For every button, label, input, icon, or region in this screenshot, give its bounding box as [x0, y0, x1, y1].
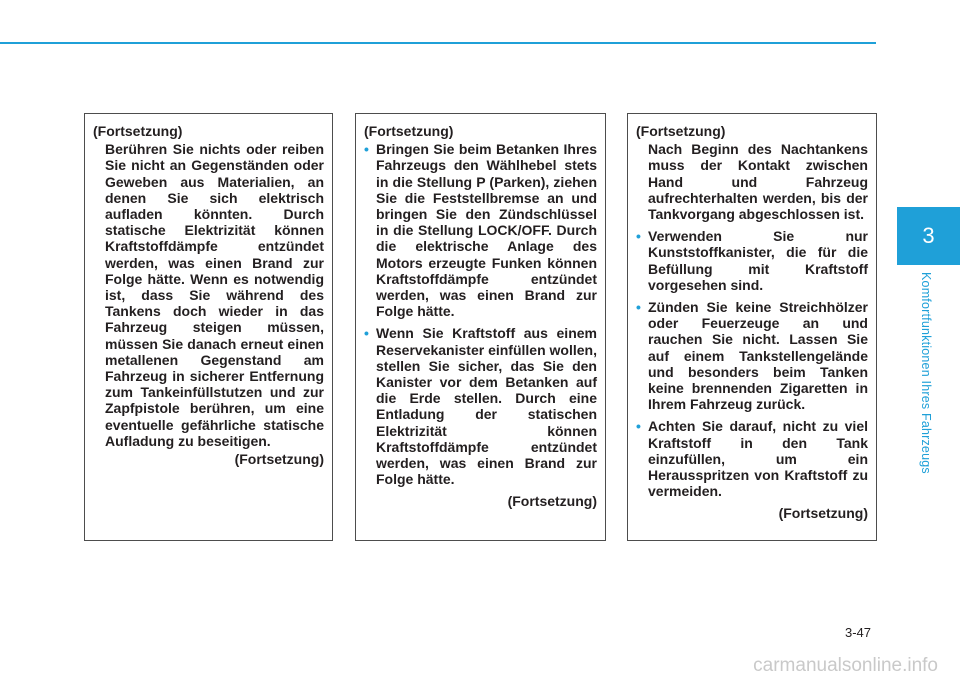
warning-paragraph: Berühren Sie nichts oder reiben Sie nicht an Gegenständen oder Geweben aus Materialien, an denen Sie sich elektrisch aufladen könnten. Durch statische Elektrizität können Kraftstoffdämpfe entzündet werden, was einen Brand zur Folge hätte. Wenn es notwendig ist, dass Sie während des Tankens doch wieder in das Fahrzeug steigen müssen, müssen Sie danach erneut einen metallenen Gegenstand am Fahrzeug in sicherer Entfernung zum Tankeinfüllstutzen und zur Zapfpistole berühren, um eine eventuelle gefährliche statische Aufladung zu beseitigen.: [105, 141, 324, 449]
continuation-footer: (Fortsetzung): [234, 451, 324, 468]
bullet-text: Bringen Sie beim Betanken Ihres Fahrzeugs den Wählhebel stets in die Stellung P (Parken), ziehen Sie die Feststellbremse an und bringen Sie den Zündschlüssel in die Stellung LOCK/OFF. Durch die elektrische Anlage des Motors erzeugte Funken können Kraftstoffdämpfe entzündet werden, was einen Brand zur Folge hätte.: [376, 141, 597, 320]
watermark: carmanualsonline.info: [753, 655, 938, 676]
warning-paragraph: Nach Beginn des Nachtankens muss der Kontakt zwischen Hand und Fahrzeug aufrechterhalten werden, bis der Tankvorgang abgeschlossen ist.: [648, 141, 868, 223]
bullet-text: Zünden Sie keine Streichhölzer oder Feuerzeuge an und rauchen Sie nicht. Lassen Sie auf einem Tankstellengelände und besonders beim Tanken keine brennenden Zigaretten in Ihrem Fahrzeug zurück.: [648, 299, 868, 413]
bullet-text: Verwenden Sie nur Kunststoffkanister, die für die Befüllung mit Kraftstoff vorgesehen sind.: [648, 228, 868, 293]
bullet-text: Achten Sie darauf, nicht zu viel Kraftstoff in den Tank einzufüllen, um ein Herausspritzen von Kraftstoff zu vermeiden.: [648, 418, 868, 500]
bullet-icon: •: [364, 325, 369, 342]
bullet-icon: •: [364, 141, 369, 158]
continuation-footer: (Fortsetzung): [507, 493, 597, 510]
continuation-footer: (Fortsetzung): [778, 505, 868, 522]
warning-bullet: [636, 418, 868, 499]
chapter-tab: [897, 207, 960, 265]
header-rule: [0, 42, 876, 44]
continuation-heading: (Fortsetzung): [636, 123, 726, 139]
warning-bullet: [636, 228, 868, 293]
chapter-number: 3: [922, 223, 935, 248]
warning-bullet: [636, 299, 868, 412]
page-number: 3-47: [845, 625, 872, 640]
warning-bullet: [364, 141, 597, 319]
bullet-icon: •: [636, 418, 641, 435]
warning-bullet: [364, 325, 597, 487]
continuation-heading: (Fortsetzung): [364, 123, 454, 139]
warning-box-3: [627, 113, 877, 541]
warning-box-1: [84, 113, 333, 541]
bullet-icon: •: [636, 228, 641, 245]
continuation-heading: (Fortsetzung): [93, 123, 183, 139]
bullet-icon: •: [636, 299, 641, 316]
chapter-title: Komfortfunktionen Ihres Fahrzeugs: [919, 272, 933, 474]
bullet-text: Wenn Sie Kraftstoff aus einem Reservekanister einfüllen wollen, stellen Sie sicher, das Sie den Kanister vor dem Betanken auf die Erde stellen. Durch eine Entladung der statischen Elektrizität können Kraftstoffdämpfe entzündet werden, was einen Brand zur Folge hätte.: [376, 325, 597, 488]
warning-box-2: [355, 113, 606, 541]
